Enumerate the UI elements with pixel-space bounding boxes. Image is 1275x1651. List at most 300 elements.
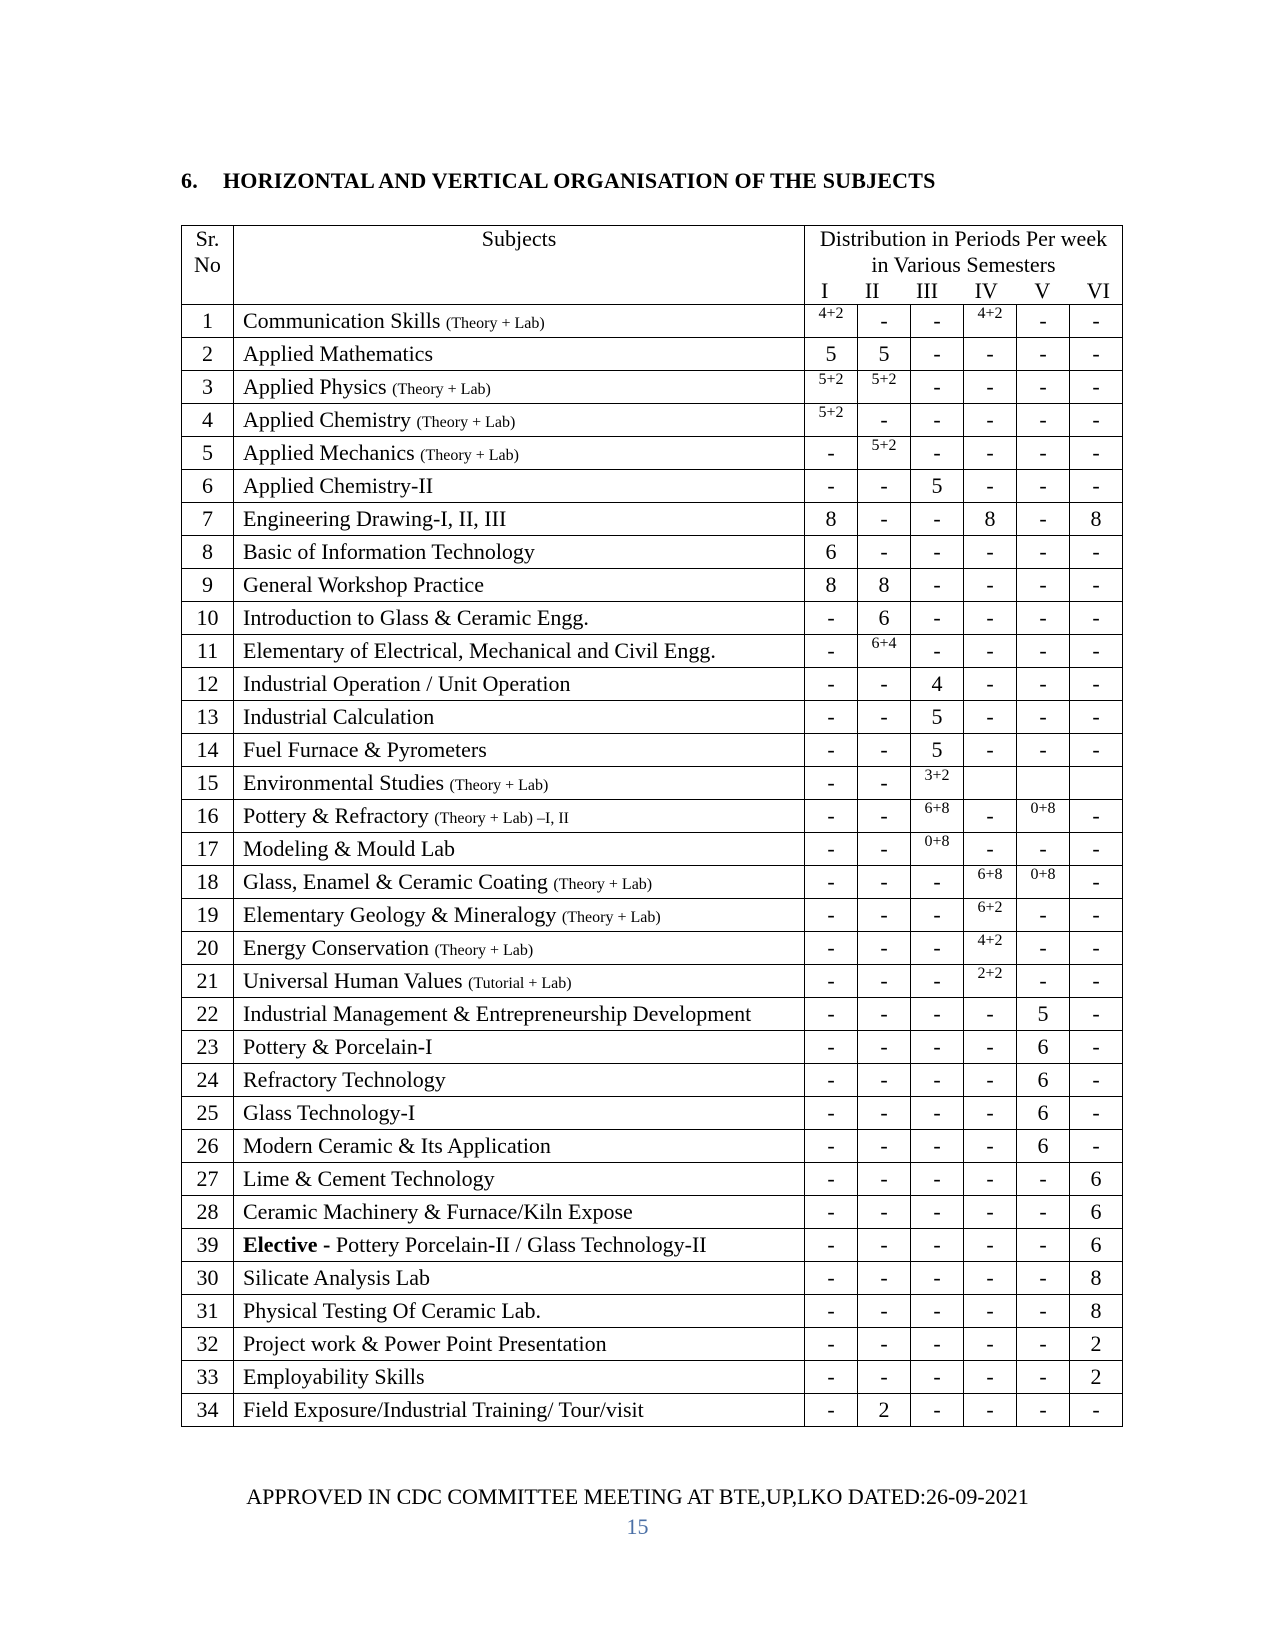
subjects-table	[181, 225, 1123, 1427]
subject-name: Applied Chemistry	[243, 407, 412, 432]
semester-value-cell: -	[805, 602, 858, 635]
subject-note: (Tutorial + Lab)	[468, 975, 572, 992]
semester-value-cell: -	[805, 1196, 858, 1229]
sr-no-cell: 28	[182, 1196, 234, 1229]
header-distribution	[805, 226, 1123, 305]
semester-value-cell: -	[1017, 899, 1070, 932]
semester-value-cell: 8	[964, 503, 1017, 536]
semester-value-cell: -	[1017, 1196, 1070, 1229]
subject-cell	[234, 1229, 805, 1262]
semester-value-cell: -	[1070, 437, 1123, 470]
sr-no-cell: 30	[182, 1262, 234, 1295]
header-sr-no	[182, 226, 234, 305]
semester-value-cell: -	[1017, 833, 1070, 866]
semester-value-cell: -	[1070, 965, 1123, 998]
semester-value-cell: -	[1070, 1064, 1123, 1097]
subject-name: Physical Testing Of Ceramic Lab.	[243, 1298, 542, 1323]
subject-cell	[234, 404, 805, 437]
semester-value-cell: 5+2	[858, 371, 911, 404]
semester-value-cell: -	[858, 800, 911, 833]
subject-name: Introduction to Glass & Ceramic Engg.	[243, 605, 589, 630]
semester-value-cell: -	[805, 701, 858, 734]
semester-value-cell: -	[858, 1262, 911, 1295]
semester-value-cell: -	[805, 998, 858, 1031]
subject-note: (Theory + Lab)	[449, 777, 549, 794]
semester-value-cell: -	[1017, 371, 1070, 404]
semester-value-cell: -	[1070, 338, 1123, 371]
table-row	[182, 701, 1123, 734]
semester-value-cell: -	[858, 470, 911, 503]
semester-value-cell: -	[805, 1328, 858, 1361]
sr-no-cell: 23	[182, 1031, 234, 1064]
semester-value-cell: 5+2	[858, 437, 911, 470]
semester-value-cell: -	[911, 338, 964, 371]
semester-value-cell: -	[964, 701, 1017, 734]
sr-no-cell: 11	[182, 635, 234, 668]
sr-no-cell: 34	[182, 1394, 234, 1427]
semester-value-cell: -	[964, 833, 1017, 866]
sr-no-cell: 19	[182, 899, 234, 932]
semester-value-cell: -	[1070, 701, 1123, 734]
subject-note: (Theory + Lab)	[561, 909, 661, 926]
subject-note: (Theory + Lab)	[553, 876, 653, 893]
semester-value-cell: 8	[1070, 503, 1123, 536]
semester-value-cell: -	[858, 701, 911, 734]
semester-value-cell: -	[805, 734, 858, 767]
semester-value-cell: -	[911, 569, 964, 602]
sr-no-cell: 33	[182, 1361, 234, 1394]
subject-cell	[234, 1196, 805, 1229]
semester-value-cell: -	[858, 1064, 911, 1097]
sr-no-cell: 27	[182, 1163, 234, 1196]
semester-value-cell: -	[1070, 371, 1123, 404]
table-row	[182, 371, 1123, 404]
semester-value-cell: -	[858, 668, 911, 701]
semester-value-cell: -	[964, 338, 1017, 371]
table-row	[182, 569, 1123, 602]
semester-value-cell: -	[1070, 1130, 1123, 1163]
table-row	[182, 1130, 1123, 1163]
semester-value-cell: -	[911, 503, 964, 536]
subject-cell	[234, 602, 805, 635]
semester-value-cell: -	[911, 1031, 964, 1064]
semester-value-cell: 8	[805, 503, 858, 536]
semester-value-cell: -	[858, 1130, 911, 1163]
subject-prefix: Elective -	[243, 1232, 331, 1257]
subject-cell	[234, 932, 805, 965]
table-row	[182, 833, 1123, 866]
semester-label: III	[916, 278, 939, 303]
semester-value-cell: -	[858, 866, 911, 899]
semester-value-cell: -	[911, 1229, 964, 1262]
sr-no-cell: 4	[182, 404, 234, 437]
table-row	[182, 998, 1123, 1031]
semester-value-cell: -	[1070, 932, 1123, 965]
semester-value-cell: -	[805, 1361, 858, 1394]
semester-value-cell: -	[1070, 1097, 1123, 1130]
subject-cell	[234, 569, 805, 602]
semester-value-cell: 2+2	[964, 965, 1017, 998]
semester-value-cell: -	[964, 536, 1017, 569]
table-row	[182, 1196, 1123, 1229]
table-row	[182, 470, 1123, 503]
semester-value-cell: -	[858, 1328, 911, 1361]
sr-no-cell: 31	[182, 1295, 234, 1328]
subject-cell	[234, 437, 805, 470]
subject-cell	[234, 1097, 805, 1130]
semester-value-cell: -	[911, 1097, 964, 1130]
semester-value-cell: -	[911, 932, 964, 965]
approval-footer: APPROVED IN CDC COMMITTEE MEETING AT BTE,UP,LKO DATED:26-09-2021	[246, 1484, 1029, 1509]
sr-no-cell: 39	[182, 1229, 234, 1262]
subject-cell	[234, 1163, 805, 1196]
subject-cell	[234, 536, 805, 569]
subject-cell	[234, 998, 805, 1031]
semester-value-cell: -	[911, 371, 964, 404]
semester-value-cell: -	[1017, 1163, 1070, 1196]
sr-no-cell: 10	[182, 602, 234, 635]
semester-value-cell: -	[1017, 1295, 1070, 1328]
semester-value-cell: -	[858, 932, 911, 965]
sr-no-cell: 26	[182, 1130, 234, 1163]
sr-no-cell: 17	[182, 833, 234, 866]
semester-value-cell: -	[964, 800, 1017, 833]
semester-value-cell: -	[1017, 1328, 1070, 1361]
section-number: 6.	[181, 168, 198, 193]
subject-name: Applied Mechanics	[243, 440, 415, 465]
semester-value-cell: -	[964, 470, 1017, 503]
semester-value-cell: 6	[1070, 1229, 1123, 1262]
semester-value-cell: -	[911, 437, 964, 470]
sr-no-cell: 14	[182, 734, 234, 767]
semester-value-cell: -	[858, 767, 911, 800]
semester-value-cell: -	[858, 1031, 911, 1064]
semester-value-cell: -	[805, 1394, 858, 1427]
semester-value-cell: -	[1017, 602, 1070, 635]
subject-name: Modern Ceramic & Its Application	[243, 1133, 551, 1158]
semester-value-cell: -	[805, 470, 858, 503]
subject-cell	[234, 1361, 805, 1394]
header-subjects: Subjects	[234, 226, 805, 305]
subject-name: Communication Skills	[243, 308, 441, 333]
subject-name: Refractory Technology	[243, 1067, 446, 1092]
semester-value-cell: 5+2	[805, 404, 858, 437]
table-header-row	[182, 226, 1123, 305]
subject-name: Industrial Management & Entrepreneurship Development	[243, 1001, 752, 1026]
semester-value-cell: -	[1070, 866, 1123, 899]
subject-name: Employability Skills	[243, 1364, 425, 1389]
semester-value-cell: -	[1017, 1262, 1070, 1295]
semester-value-cell: -	[805, 1163, 858, 1196]
semester-value-cell: 2	[1070, 1328, 1123, 1361]
semester-value-cell: -	[1070, 470, 1123, 503]
section-heading	[181, 168, 936, 194]
semester-value-cell: -	[964, 437, 1017, 470]
subject-name: Pottery & Porcelain-I	[243, 1034, 433, 1059]
semester-value-cell: 8	[858, 569, 911, 602]
semester-value-cell: -	[911, 965, 964, 998]
semester-value-cell: -	[911, 1064, 964, 1097]
table-body	[182, 305, 1123, 1427]
subject-name: Engineering Drawing-I, II, III	[243, 506, 507, 531]
semester-label: VI	[1086, 278, 1110, 303]
subject-cell	[234, 1130, 805, 1163]
semester-value-cell: -	[1070, 602, 1123, 635]
semester-value-cell: 6+8	[964, 866, 1017, 899]
subject-note: (Theory + Lab)	[392, 381, 491, 398]
header-sr-line2: No	[194, 252, 221, 277]
table-row	[182, 932, 1123, 965]
semester-value-cell: -	[805, 965, 858, 998]
table-row	[182, 899, 1123, 932]
subject-name: Environmental Studies	[243, 770, 445, 795]
semester-value-cell: -	[805, 1262, 858, 1295]
semester-value-cell: -	[1017, 437, 1070, 470]
semester-value-cell: -	[858, 1229, 911, 1262]
semester-labels	[805, 278, 1122, 304]
semester-value-cell: -	[964, 602, 1017, 635]
subject-note: (Theory + Lab)	[416, 414, 516, 431]
sr-no-cell: 2	[182, 338, 234, 371]
table-row	[182, 1163, 1123, 1196]
semester-value-cell: -	[1070, 899, 1123, 932]
semester-value-cell: 5	[805, 338, 858, 371]
subject-name: Elementary of Electrical, Mechanical and Civil Engg.	[243, 638, 716, 663]
subject-name: Basic of Information Technology	[243, 539, 535, 564]
sr-no-cell: 3	[182, 371, 234, 404]
table-row	[182, 965, 1123, 998]
subject-name: Glass, Enamel & Ceramic Coating	[243, 869, 548, 894]
subject-note: (Theory + Lab) –I, II	[434, 810, 569, 827]
semester-value-cell: -	[858, 404, 911, 437]
subject-name: Applied Mathematics	[243, 341, 434, 366]
semester-value-cell: -	[858, 734, 911, 767]
semester-value-cell: -	[964, 1295, 1017, 1328]
table-row	[182, 1064, 1123, 1097]
semester-value-cell: -	[1070, 1394, 1123, 1427]
semester-value-cell: -	[805, 1097, 858, 1130]
semester-value-cell: -	[911, 1394, 964, 1427]
subject-cell	[234, 965, 805, 998]
header-dist-line2: in Various Semesters	[871, 252, 1056, 277]
subject-name: Industrial Operation / Unit Operation	[243, 671, 571, 696]
semester-value-cell: 6	[858, 602, 911, 635]
semester-value-cell: -	[1070, 734, 1123, 767]
semester-value-cell: -	[911, 1196, 964, 1229]
subject-name: Silicate Analysis Lab	[243, 1265, 430, 1290]
semester-value-cell: 4+2	[805, 305, 858, 338]
semester-value-cell: 0+8	[1017, 800, 1070, 833]
semester-value-cell: -	[858, 1295, 911, 1328]
semester-value-cell: -	[805, 866, 858, 899]
semester-value-cell: 2	[858, 1394, 911, 1427]
semester-value-cell: -	[964, 1328, 1017, 1361]
semester-value-cell: 8	[1070, 1295, 1123, 1328]
semester-value-cell: 5	[911, 701, 964, 734]
semester-value-cell: -	[858, 998, 911, 1031]
semester-value-cell: 5	[858, 338, 911, 371]
semester-value-cell: -	[1070, 536, 1123, 569]
table-row	[182, 503, 1123, 536]
semester-value-cell: -	[911, 536, 964, 569]
sr-no-cell: 20	[182, 932, 234, 965]
semester-value-cell: -	[858, 536, 911, 569]
semester-value-cell: -	[858, 1097, 911, 1130]
semester-value-cell: -	[805, 1130, 858, 1163]
semester-value-cell: -	[1070, 800, 1123, 833]
subject-name: Project work & Power Point Presentation	[243, 1331, 607, 1356]
semester-value-cell: -	[1017, 470, 1070, 503]
semester-value-cell: -	[1017, 1361, 1070, 1394]
semester-value-cell: -	[1070, 305, 1123, 338]
semester-value-cell: -	[964, 569, 1017, 602]
subject-note: (Theory + Lab)	[420, 447, 519, 464]
semester-value-cell: -	[964, 1130, 1017, 1163]
subject-name: Pottery & Refractory	[243, 803, 429, 828]
semester-value-cell: -	[1017, 1394, 1070, 1427]
subject-name: Lime & Cement Technology	[243, 1166, 495, 1191]
subject-cell	[234, 338, 805, 371]
sr-no-cell: 8	[182, 536, 234, 569]
semester-value-cell: -	[1017, 734, 1070, 767]
section-title: HORIZONTAL AND VERTICAL ORGANISATION OF THE SUBJECTS	[223, 168, 936, 193]
semester-value-cell: -	[805, 899, 858, 932]
sr-no-cell: 1	[182, 305, 234, 338]
semester-value-cell: -	[805, 833, 858, 866]
semester-value-cell: -	[1070, 569, 1123, 602]
table-row	[182, 437, 1123, 470]
sr-no-cell: 21	[182, 965, 234, 998]
semester-value-cell: -	[858, 899, 911, 932]
sr-no-cell: 6	[182, 470, 234, 503]
semester-value-cell: 6+8	[911, 800, 964, 833]
semester-value-cell: -	[858, 503, 911, 536]
subject-name: Elementary Geology & Mineralogy	[243, 902, 557, 927]
subject-cell	[234, 800, 805, 833]
subject-cell	[234, 734, 805, 767]
semester-value-cell: 0+8	[1017, 866, 1070, 899]
semester-value-cell: -	[964, 1262, 1017, 1295]
sr-no-cell: 9	[182, 569, 234, 602]
table-row	[182, 1361, 1123, 1394]
semester-value-cell: -	[1017, 338, 1070, 371]
semester-value-cell: -	[858, 1196, 911, 1229]
semester-value-cell: -	[1070, 404, 1123, 437]
subject-name: Modeling & Mould Lab	[243, 836, 456, 861]
sr-no-cell: 12	[182, 668, 234, 701]
semester-value-cell: 3+2	[911, 767, 964, 800]
table-row	[182, 1328, 1123, 1361]
semester-value-cell: 5+2	[805, 371, 858, 404]
sr-no-cell: 13	[182, 701, 234, 734]
semester-value-cell: -	[805, 1295, 858, 1328]
subject-name: Applied Chemistry-II	[243, 473, 434, 498]
semester-value-cell: 5	[911, 734, 964, 767]
semester-value-cell: 4+2	[964, 305, 1017, 338]
subject-cell	[234, 833, 805, 866]
semester-value-cell: -	[911, 998, 964, 1031]
table-row	[182, 1262, 1123, 1295]
subject-note: (Theory + Lab)	[434, 942, 534, 959]
table-row	[182, 635, 1123, 668]
subject-cell	[234, 470, 805, 503]
sr-no-cell: 22	[182, 998, 234, 1031]
subject-name: Ceramic Machinery & Furnace/Kiln Expose	[243, 1199, 633, 1224]
header-sr-line1: Sr.	[195, 226, 220, 251]
semester-value-cell: -	[1017, 635, 1070, 668]
subject-cell	[234, 305, 805, 338]
semester-value-cell: -	[1017, 305, 1070, 338]
sr-no-cell: 24	[182, 1064, 234, 1097]
semester-value-cell: -	[911, 866, 964, 899]
semester-value-cell: 5	[911, 470, 964, 503]
semester-value-cell	[1017, 767, 1070, 800]
semester-value-cell: -	[911, 602, 964, 635]
semester-value-cell: -	[911, 1163, 964, 1196]
subject-cell	[234, 668, 805, 701]
subject-cell	[234, 635, 805, 668]
sr-no-cell: 5	[182, 437, 234, 470]
table-row	[182, 1031, 1123, 1064]
semester-value-cell: -	[964, 998, 1017, 1031]
semester-value-cell: 8	[1070, 1262, 1123, 1295]
table-row	[182, 734, 1123, 767]
semester-value-cell: -	[1017, 965, 1070, 998]
semester-value-cell: 6	[1017, 1031, 1070, 1064]
semester-value-cell: -	[1017, 503, 1070, 536]
table-row	[182, 1295, 1123, 1328]
semester-value-cell: -	[911, 1130, 964, 1163]
subject-cell	[234, 1295, 805, 1328]
semester-value-cell: -	[964, 734, 1017, 767]
semester-value-cell: 0+8	[911, 833, 964, 866]
semester-label: V	[1034, 278, 1051, 303]
semester-value-cell: -	[858, 1361, 911, 1394]
semester-value-cell: -	[964, 1196, 1017, 1229]
semester-value-cell: 5	[1017, 998, 1070, 1031]
semester-value-cell: 4	[911, 668, 964, 701]
table-row	[182, 338, 1123, 371]
table-row	[182, 866, 1123, 899]
semester-value-cell: -	[911, 899, 964, 932]
semester-value-cell: -	[858, 965, 911, 998]
semester-value-cell: -	[964, 668, 1017, 701]
semester-value-cell: -	[805, 932, 858, 965]
semester-value-cell: -	[1070, 998, 1123, 1031]
semester-value-cell: 6+4	[858, 635, 911, 668]
semester-value-cell: -	[858, 305, 911, 338]
subject-cell	[234, 866, 805, 899]
semester-value-cell: -	[1017, 404, 1070, 437]
semester-value-cell: -	[805, 437, 858, 470]
semester-value-cell: -	[1070, 833, 1123, 866]
semester-value-cell: -	[1017, 701, 1070, 734]
subject-cell	[234, 1394, 805, 1427]
semester-value-cell: -	[1017, 668, 1070, 701]
sr-no-cell: 15	[182, 767, 234, 800]
table-row	[182, 305, 1123, 338]
table-row	[182, 668, 1123, 701]
semester-value-cell: -	[805, 800, 858, 833]
subject-cell	[234, 1064, 805, 1097]
semester-value-cell: 6	[805, 536, 858, 569]
semester-value-cell: -	[911, 635, 964, 668]
semester-value-cell: -	[964, 404, 1017, 437]
semester-value-cell: 6	[1070, 1163, 1123, 1196]
semester-value-cell: 4+2	[964, 932, 1017, 965]
sr-no-cell: 18	[182, 866, 234, 899]
semester-value-cell: -	[964, 1229, 1017, 1262]
